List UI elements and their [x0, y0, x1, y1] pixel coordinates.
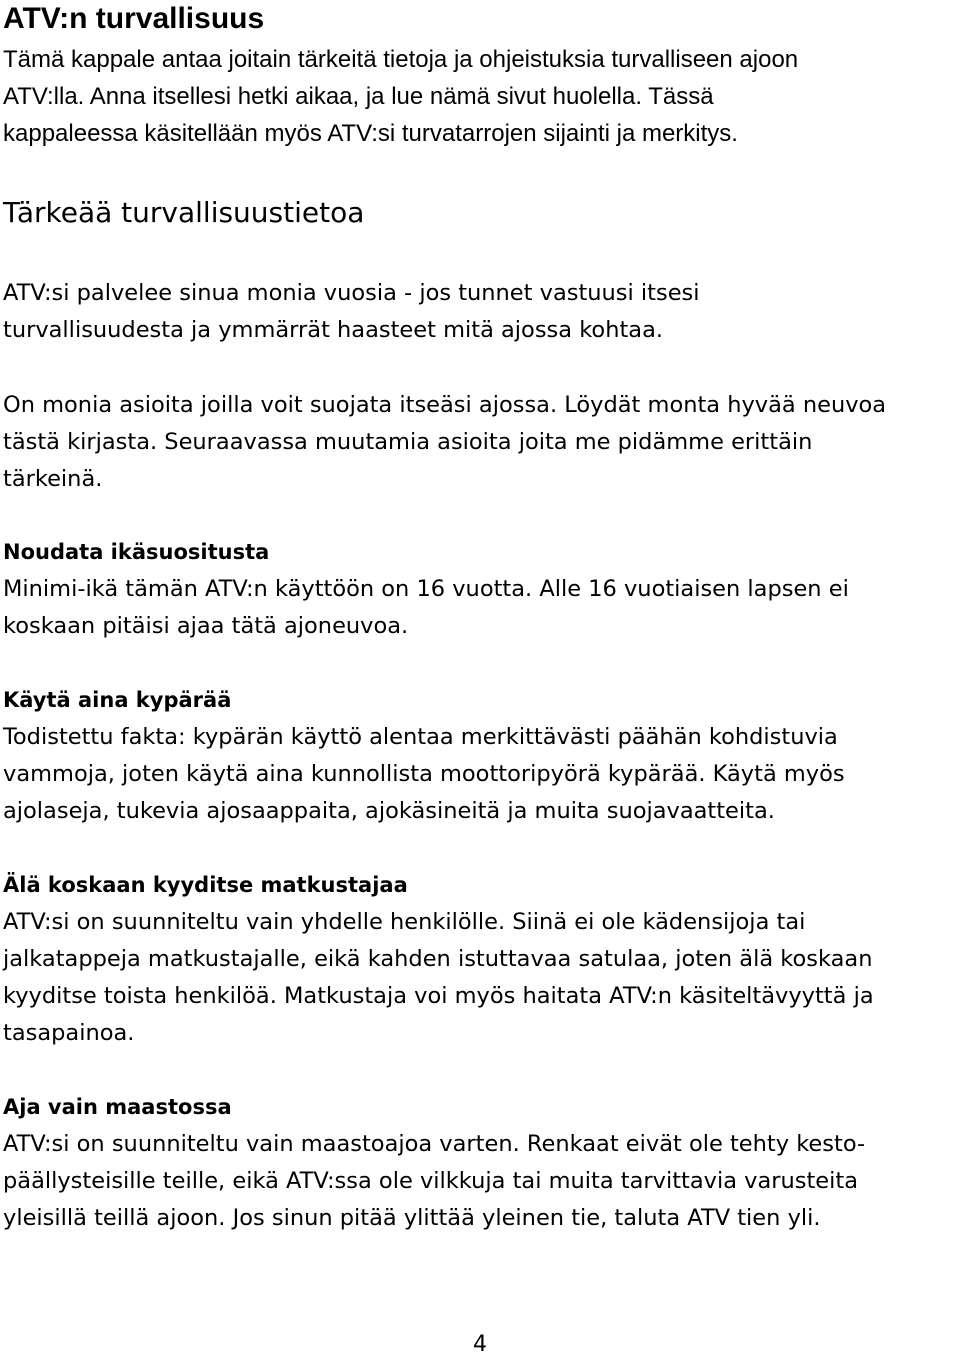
paragraph-line: On monia asioita joilla voit suojata itseäsi ajossa. Löydät monta hyvää neuvoa [3, 392, 887, 418]
section-line: kyyditse toista henkilöä. Matkustaja voi myös haitata ATV:n käsiteltävyyttä ja [3, 983, 874, 1009]
section-heading: Älä koskaan kyyditse matkustajaa [3, 873, 408, 897]
section-line: ATV:si on suunniteltu vain yhdelle henkilölle. Siinä ei ole kädensijoja tai [3, 909, 806, 935]
intro-paragraph [3, 41, 957, 152]
section-heading: Käytä aina kypärää [3, 688, 232, 712]
section-line: vammoja, joten käytä aina kunnollista moottoripyörä kypärää. Käytä myös [3, 761, 845, 787]
section-line: koskaan pitäisi ajaa tätä ajoneuvoa. [3, 613, 409, 639]
section-no-passenger [3, 867, 957, 1052]
intro-line: Tämä kappale antaa joitain tärkeitä tietoja ja ohjeistuksia turvalliseen ajoon [3, 46, 799, 73]
section-line: tasapainoa. [3, 1020, 135, 1046]
section-text [3, 719, 957, 830]
body-paragraph-1 [3, 275, 957, 349]
paragraph-line: turvallisuudesta ja ymmärrät haasteet mitä ajossa kohtaa. [3, 317, 664, 343]
section-text [3, 571, 957, 645]
body-paragraph-2 [3, 387, 957, 498]
section-line: ajolaseja, tukevia ajosaappaita, ajokäsineitä ja muita suojavaatteita. [3, 798, 775, 824]
section-age-recommendation [3, 534, 957, 645]
section-heading: Aja vain maastossa [3, 1095, 232, 1119]
section-helmet [3, 682, 957, 830]
section-text [3, 1126, 957, 1237]
section-title: Tärkeää turvallisuustietoa [3, 196, 365, 229]
section-line: jalkatappeja matkustajalle, eikä kahden istuttavaa satulaa, joten älä koskaan [3, 946, 873, 972]
paragraph-line: tärkeinä. [3, 466, 103, 492]
section-line: Minimi-ikä tämän ATV:n käyttöön on 16 vuotta. Alle 16 vuotiaisen lapsen ei [3, 576, 849, 602]
page-number: 4 [473, 1332, 487, 1357]
intro-line: kappaleessa käsitellään myös ATV:si turvatarrojen sijainti ja merkitys. [3, 120, 738, 147]
intro-line: ATV:lla. Anna itsellesi hetki aikaa, ja lue nämä sivut huolella. Tässä [3, 83, 714, 110]
section-line: ATV:si on suunniteltu vain maastoajoa varten. Renkaat eivät ole tehty kesto- [3, 1131, 866, 1157]
page-title: ATV:n turvallisuus [3, 2, 265, 35]
section-line: yleisillä teillä ajoon. Jos sinun pitää ylittää yleinen tie, taluta ATV tien yli. [3, 1205, 821, 1231]
paragraph-line: ATV:si palvelee sinua monia vuosia - jos tunnet vastuusi itsesi [3, 280, 700, 306]
section-heading: Noudata ikäsuositusta [3, 540, 270, 564]
section-line: Todistettu fakta: kypärän käyttö alentaa merkittävästi päähän kohdistuvia [3, 724, 838, 750]
paragraph-line: tästä kirjasta. Seuraavassa muutamia asioita joita me pidämme erittäin [3, 429, 813, 455]
section-text [3, 904, 957, 1052]
section-offroad-only [3, 1089, 957, 1237]
section-line: päällysteisille teille, eikä ATV:ssa ole vilkkuja tai muita tarvittavia varusteita [3, 1168, 859, 1194]
